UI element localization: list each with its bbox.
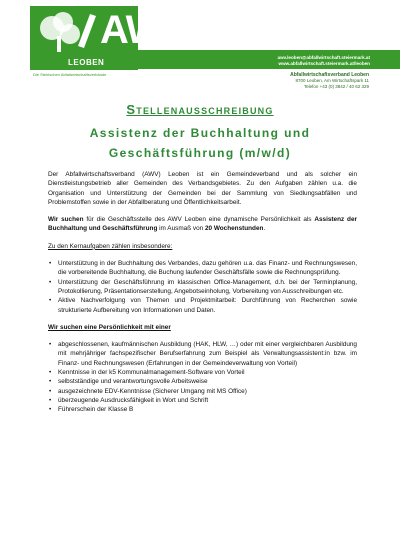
search-lead: Wir suchen bbox=[48, 216, 84, 224]
logo-tagline: Die Steirischen Abfallwirtschaftsverbände bbox=[33, 72, 107, 77]
list-item: • Kenntnisse in der k5 Kommunalmanagement-Software von Vorteil bbox=[48, 368, 357, 377]
job-description bbox=[48, 170, 357, 423]
title-main bbox=[0, 102, 400, 118]
list-item: • Unterstützung der Geschäftsführung im klassischen Office-Management, d.h. bei der Terminplanung, Protokollierung, Präsentationserstellung, Angebotseinholung, Vorbereitung von Ausschreibungen etc. bbox=[48, 278, 357, 297]
org-address: 8700 Leoben, Am Wirtschaftspark 11 bbox=[295, 78, 369, 83]
logo-city: LEOBEN bbox=[68, 58, 105, 67]
logo-text: AWV bbox=[100, 8, 189, 52]
title-subtitle bbox=[0, 123, 400, 163]
tree-icon bbox=[30, 6, 100, 58]
search-text-3: . bbox=[263, 225, 266, 233]
title-line-3: Geschäftsführung (m/w/d) bbox=[108, 146, 292, 160]
search-paragraph bbox=[48, 215, 357, 234]
list-item: • Führerschein der Klasse B bbox=[48, 405, 357, 414]
contact-lines bbox=[278, 55, 370, 67]
position-name: Assistenz der Buchhaltung und Geschäftsführung bbox=[48, 216, 357, 233]
list-item: • abgeschlossenen, kaufmännischen Ausbildung (HAK, HLW, …) oder mit einer vergleichbaren Ausbildung mit mehrjähriger fachspezifischer Berufserfahrung zum Beispiel als Verwaltungsassistent:in bzw. im Finanz- und Rechnungswesen (Erfahrungen in der Gemeindeverwaltung von Vorteil) bbox=[48, 340, 357, 368]
website-link[interactable]: www.abfallwirtschaft.steiermark.at/leoben bbox=[278, 61, 370, 66]
list-item: • überzeugende Ausdrucksfähigkeit in Wort und Schrift bbox=[48, 396, 357, 405]
document-title bbox=[0, 102, 400, 163]
list-item: • selbstständige und verantwortungsvolle Arbeitsweise bbox=[48, 377, 357, 386]
search-text-2: im Ausmaß von bbox=[157, 225, 205, 233]
list-item: • ausgezeichnete EDV-Kenntnisse (Sicherer Umgang mit MS Office) bbox=[48, 387, 357, 396]
email-link[interactable]: awv.leoben@abfallwirtschaft.steiermark.at bbox=[277, 55, 370, 60]
org-name: Abfallwirtschaftsverband Leoben bbox=[290, 72, 369, 78]
awv-logo bbox=[30, 6, 189, 70]
title-line-2: Assistenz der Buchhaltung und bbox=[89, 126, 311, 140]
tasks-list bbox=[48, 259, 357, 315]
profile-list bbox=[48, 340, 357, 414]
intro-paragraph: Der Abfallwirtschaftsverband (AWV) Leoben ist ein Gemeindeverband und als solcher ein Dienstleistungsbetrieb aller Gemeinden des Verbandsgebietes. Zu den Aufgaben zählen u.a. die Organisation und Unterstützung der Gemeinden bei der Sammlung von Siedlungsabfällen und Problemstoffen sowie in der Abfallberatung und Öffentlichkeitsarbeit. bbox=[48, 171, 357, 206]
title-main-text: Stellenausschreibung bbox=[126, 102, 274, 117]
org-phone: Telefon +43 (0) 3842 / 40 62 329 bbox=[303, 84, 369, 89]
org-address-block bbox=[290, 72, 369, 90]
weekly-hours: 20 Wochenstunden bbox=[204, 225, 264, 233]
tasks-heading: Zu den Kernaufgaben zählen insbesondere: bbox=[48, 242, 173, 250]
profile-heading: Wir suchen eine Persönlichkeit mit einer bbox=[48, 323, 171, 331]
list-item: • Aktive Nachverfolgung von Themen und Projektmitarbeit: Durchführung von Recherchen sowie strukturierte Aufbereitung von Informationen und Daten. bbox=[48, 296, 357, 315]
list-item: • Unterstützung in der Buchhaltung des Verbandes, dazu gehören u.a. das Finanz- und Rechnungswesen, die vorbereitende Buchhaltung, die Buchung laufender Geschäftsfälle sowie die Rechnungsprüfung. bbox=[48, 259, 357, 278]
search-text-1: für die Geschäftsstelle des AWV Leoben eine dynamische Persönlichkeit als bbox=[83, 216, 315, 224]
